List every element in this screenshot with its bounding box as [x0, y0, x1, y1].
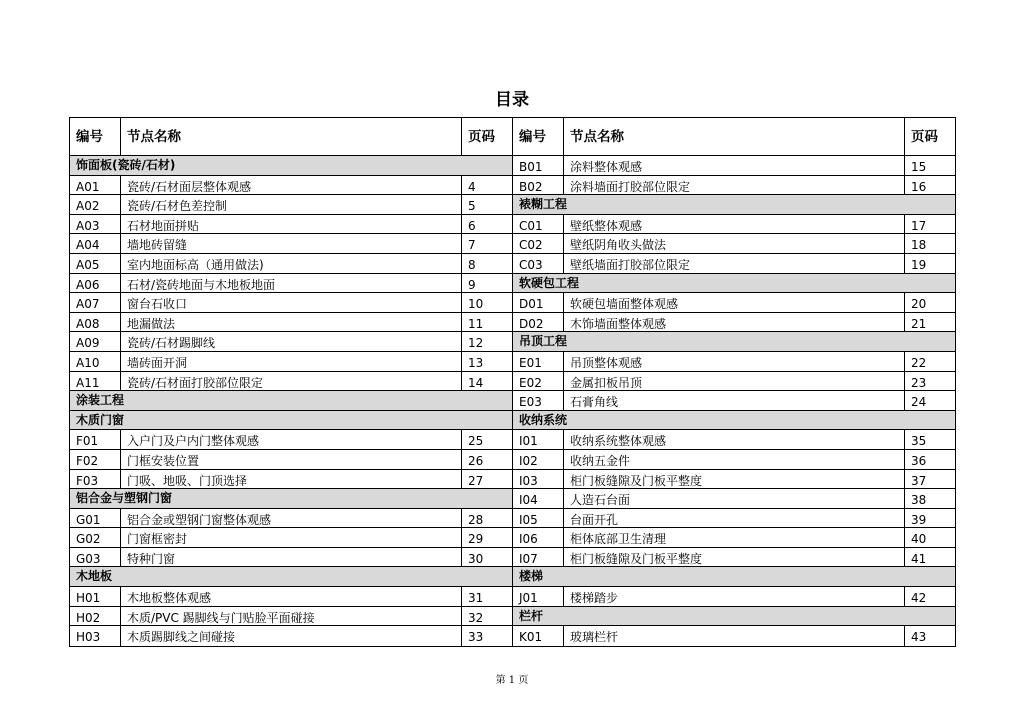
node-name: 地漏做法 [121, 313, 462, 332]
page-number: 30 [468, 551, 484, 566]
section-title: 涂装工程 [76, 393, 125, 408]
node-name: 特种门窗 [121, 548, 462, 567]
node-name: 台面开孔 [564, 509, 905, 528]
toc-row [70, 430, 512, 450]
page-title: 目录 [495, 90, 529, 110]
node-code: E01 [513, 352, 564, 371]
node-code: A03 [70, 215, 121, 234]
page-number: 23 [911, 375, 927, 390]
section-title: 软硬包工程 [519, 275, 580, 290]
node-code: I06 [513, 528, 564, 547]
page-number: 5 [468, 199, 476, 214]
node-code: F03 [70, 470, 121, 489]
section-title: 木地板 [76, 569, 113, 584]
toc-row [513, 234, 955, 254]
node-name: 铝合金或塑钢门窗整体观感 [121, 509, 462, 528]
node-code: H03 [70, 626, 121, 646]
node-code: B01 [513, 156, 564, 175]
header-row [70, 118, 512, 156]
node-code: F01 [70, 430, 121, 449]
toc-row [70, 528, 512, 548]
node-name: 壁纸整体观感 [564, 215, 905, 234]
section-row [70, 411, 512, 431]
node-name: 柜门板缝隙及门板平整度 [564, 470, 905, 489]
node-code: I03 [513, 470, 564, 489]
node-name: 窗台石收口 [121, 293, 462, 312]
toc-row [70, 470, 512, 490]
node-code: I07 [513, 548, 564, 567]
node-code: D01 [513, 293, 564, 312]
node-name: 墙地砖留缝 [121, 234, 462, 253]
page-number: 7 [468, 238, 476, 253]
node-code: I04 [513, 489, 564, 508]
toc-row [513, 587, 955, 607]
page-number: 15 [911, 160, 927, 174]
toc-row [70, 372, 512, 392]
section-row [513, 607, 955, 627]
page-number: 9 [468, 277, 476, 292]
page-number: 22 [911, 355, 927, 370]
node-name: 门吸、地吸、门顶选择 [121, 470, 462, 489]
node-name: 涂料墙面打胶部位限定 [564, 176, 905, 195]
node-code: A04 [70, 234, 121, 253]
node-name: 柜体底部卫生清理 [564, 528, 905, 547]
page-number: 24 [911, 395, 927, 410]
toc-row [513, 215, 955, 235]
node-code: F02 [70, 450, 121, 469]
section-row [513, 332, 955, 352]
toc-row [513, 293, 955, 313]
node-code: I05 [513, 509, 564, 528]
toc-row [513, 156, 955, 176]
page-number: 31 [468, 591, 484, 606]
toc-row [70, 548, 512, 568]
node-name: 木质/PVC 踢脚线与门贴脸平面碰接 [121, 607, 462, 626]
node-name: 收纳系统整体观感 [564, 430, 905, 449]
node-code: I02 [513, 450, 564, 469]
page-number: 37 [911, 473, 927, 488]
header-page: 页码 [911, 129, 938, 145]
node-code: H01 [70, 587, 121, 606]
node-name: 墙砖面开洞 [121, 352, 462, 371]
page-number: 28 [468, 512, 484, 527]
page-number: 36 [911, 453, 927, 468]
page-number: 33 [468, 630, 484, 645]
page-number: 41 [911, 551, 927, 566]
node-code: K01 [513, 626, 564, 646]
node-name: 瓷砖/石材面层整体观感 [121, 176, 462, 195]
toc-row [70, 293, 512, 313]
toc-row [513, 470, 955, 490]
node-name: 金属扣板吊顶 [564, 372, 905, 391]
page-number: 40 [911, 532, 927, 547]
section-row [70, 156, 512, 176]
toc-row [513, 372, 955, 392]
header-code: 编号 [513, 118, 564, 155]
node-code: A09 [70, 332, 121, 351]
node-name: 壁纸墙面打胶部位限定 [564, 254, 905, 273]
toc-row [70, 607, 512, 627]
node-code: A02 [70, 195, 121, 214]
page-number: 25 [468, 434, 484, 449]
page-number: 43 [911, 630, 927, 645]
node-name: 吊顶整体观感 [564, 352, 905, 371]
section-row [513, 411, 955, 431]
node-code: G03 [70, 548, 121, 567]
page-number: 12 [468, 336, 484, 351]
toc-row [513, 489, 955, 509]
toc-row [70, 274, 512, 294]
section-row [513, 195, 955, 215]
node-name: 石膏角线 [564, 391, 905, 410]
section-row [513, 274, 955, 294]
node-code: A05 [70, 254, 121, 273]
toc-row [513, 450, 955, 470]
node-name: 涂料整体观感 [564, 156, 905, 175]
section-title: 楼梯 [519, 569, 544, 584]
toc-row [513, 176, 955, 196]
page-number: 4 [468, 179, 476, 194]
section-row [70, 391, 512, 411]
node-code: J01 [513, 587, 564, 606]
section-row [70, 489, 512, 509]
node-code: A10 [70, 352, 121, 371]
header-row [513, 118, 955, 156]
page-number: 17 [911, 218, 927, 233]
page-number: 20 [911, 297, 927, 312]
header-name: 节点名称 [564, 118, 905, 155]
node-name: 门窗框密封 [121, 528, 462, 547]
toc-row [70, 313, 512, 333]
toc-row [70, 234, 512, 254]
node-code: E03 [513, 391, 564, 410]
page-number: 39 [911, 512, 927, 527]
node-code: C01 [513, 215, 564, 234]
toc-row [513, 548, 955, 568]
toc-row [70, 587, 512, 607]
section-title: 裱糊工程 [519, 197, 568, 212]
node-code: I01 [513, 430, 564, 449]
toc-row [513, 391, 955, 411]
node-name: 木地板整体观感 [121, 587, 462, 606]
toc-row [513, 313, 955, 333]
node-code: H02 [70, 607, 121, 626]
node-name: 木饰墙面整体观感 [564, 313, 905, 332]
node-code: A01 [70, 176, 121, 195]
page-number: 14 [468, 375, 484, 390]
page-footer: 第 1 页 [495, 675, 529, 686]
toc-row [513, 528, 955, 548]
page-number: 6 [468, 218, 476, 233]
section-title: 饰面板(瓷砖/石材) [76, 158, 176, 172]
page-number: 18 [911, 238, 927, 253]
toc-row [70, 352, 512, 372]
node-name: 木质踢脚线之间碰接 [121, 626, 462, 646]
node-code: C02 [513, 234, 564, 253]
page-number: 19 [911, 257, 927, 272]
toc-row [513, 509, 955, 529]
node-code: A06 [70, 274, 121, 293]
node-name: 瓷砖/石材面打胶部位限定 [121, 372, 462, 391]
node-code: A11 [70, 372, 121, 391]
header-page: 页码 [468, 129, 495, 145]
toc-row [513, 254, 955, 274]
page-number: 35 [911, 434, 927, 449]
section-title: 木质门窗 [76, 412, 125, 427]
toc-row [70, 509, 512, 529]
section-title: 收纳系统 [519, 412, 568, 427]
page-number: 10 [468, 297, 484, 312]
node-name: 石材/瓷砖地面与木地板地面 [121, 274, 462, 293]
page-number: 16 [911, 179, 927, 194]
node-code: G02 [70, 528, 121, 547]
toc-table [69, 117, 956, 647]
node-name: 门框安装位置 [121, 450, 462, 469]
toc-row [70, 450, 512, 470]
node-name: 楼梯踏步 [564, 587, 905, 606]
node-name: 收纳五金件 [564, 450, 905, 469]
node-code: E02 [513, 372, 564, 391]
page-number: 26 [468, 453, 484, 468]
node-code: A08 [70, 313, 121, 332]
page-number: 29 [468, 532, 484, 547]
toc-left-column [70, 118, 513, 646]
toc-right-column [513, 118, 955, 646]
node-code: G01 [70, 509, 121, 528]
node-name: 瓷砖/石材踢脚线 [121, 332, 462, 351]
node-name: 壁纸阴角收头做法 [564, 234, 905, 253]
page-number: 32 [468, 610, 484, 625]
node-code: C03 [513, 254, 564, 273]
section-row [70, 567, 512, 587]
node-code: A07 [70, 293, 121, 312]
node-name: 玻璃栏杆 [564, 626, 905, 646]
section-title: 栏杆 [519, 608, 544, 623]
toc-row [70, 332, 512, 352]
page-number: 38 [911, 493, 927, 508]
toc-row [70, 195, 512, 215]
node-name: 人造石台面 [564, 489, 905, 508]
header-code: 编号 [70, 118, 121, 155]
node-name: 室内地面标高（通用做法) [121, 254, 462, 273]
page-number: 42 [911, 591, 927, 606]
page-number: 13 [468, 355, 484, 370]
node-name: 软硬包墙面整体观感 [564, 293, 905, 312]
node-name: 石材地面拼贴 [121, 215, 462, 234]
toc-row [70, 626, 512, 646]
toc-row [70, 176, 512, 196]
page-number: 27 [468, 473, 484, 488]
node-name: 入户门及户内门整体观感 [121, 430, 462, 449]
page-number: 21 [911, 316, 927, 331]
section-title: 铝合金与塑钢门窗 [76, 491, 173, 506]
page-number: 11 [468, 316, 484, 331]
toc-row [513, 626, 955, 646]
section-row [513, 567, 955, 587]
node-name: 瓷砖/石材色差控制 [121, 195, 462, 214]
toc-row [513, 430, 955, 450]
toc-row [70, 254, 512, 274]
node-code: B02 [513, 176, 564, 195]
page-number: 8 [468, 257, 476, 272]
node-code: D02 [513, 313, 564, 332]
section-title: 吊顶工程 [519, 334, 568, 349]
toc-row [70, 215, 512, 235]
header-name: 节点名称 [121, 118, 462, 155]
node-name: 柜门板缝隙及门板平整度 [564, 548, 905, 567]
toc-row [513, 352, 955, 372]
